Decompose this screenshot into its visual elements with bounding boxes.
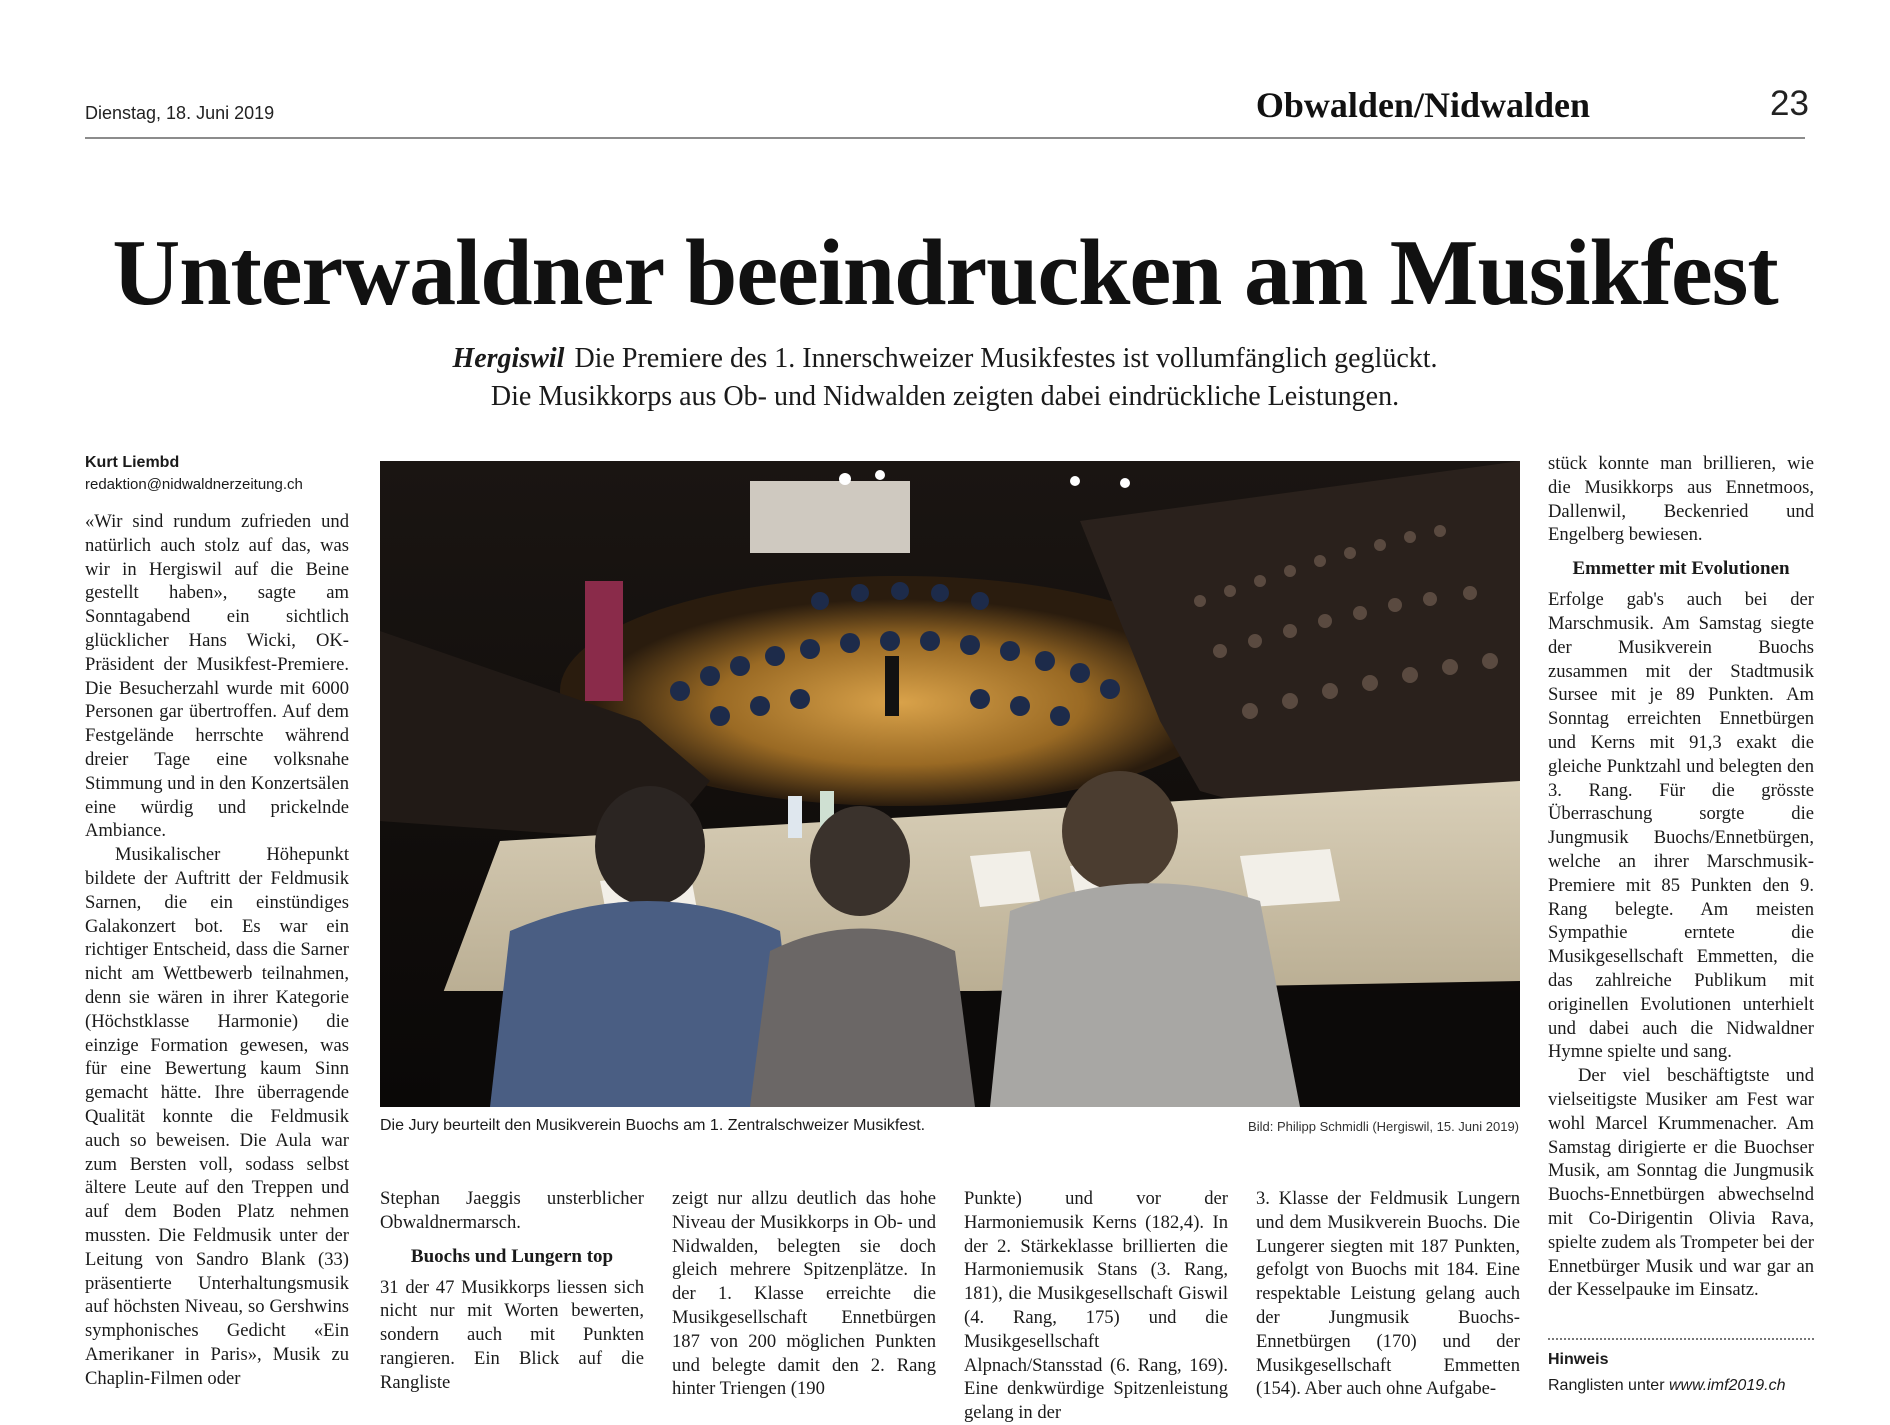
column-5 (1256, 1187, 1520, 1401)
column-1 (85, 452, 349, 1390)
projection-screen (750, 481, 910, 553)
hint-text (1548, 1377, 1785, 1395)
paragraph: Erfolge gab's auch bei der Marschmusik. Am Samstag siegte der Musikverein Buochs zusammen mit der Stadtmusik Sursee mit je 89 Punkten. Am Sonntag erreichten Ennetbürgen und Kerns mit 91,3 exakt die gleiche Punktzahl und belegten den 3. Rang. Für die grösste Überraschung sorgte die Jungmusik Buochs/Ennetbürgen, welche an ihrer Marschmusik-Premiere mit 85 Punkten den 9. Rang belegte. Am meisten Sympathie erntete die Musikgesellschaft Emmetten, die das zahlreiche Publikum mit originellen Evolutionen unterhielt und dabei auch die Nidwaldner Hymne spielte und sang. (1548, 589, 1814, 1063)
paragraph: 3. Klasse der Feldmusik Lungern und dem Musikverein Buochs. Die Lungerer siegten mit 187 Punkten, gefolgt von Buochs mit 184. Eine respektable Leistung gelang auch der Jungmusik Buochs-Ennetbürgen (170) und der Musikgesellschaft Emmetten (154). Aber auch ohne Aufgabe- (1256, 1188, 1520, 1400)
issue-date: Dienstag, 18. Juni 2019 (85, 103, 275, 123)
hint-link[interactable]: www.imf2019.ch (1668, 1377, 1786, 1394)
paragraph: 31 der 47 Musikkorps liessen sich nicht nur mit Worten bewerten, sondern auch mit Punkten rangieren. Ein Blick auf die Rangliste (380, 1276, 644, 1393)
paragraph: zeigt nur allzu deutlich das hohe Niveau der Musikkorps in Ob- und Nidwalden, belegten sie doch gleich mehrere Spitzenplätze. In der 1. Klasse erreichte die Musikgesellschaft Ennetbürgen 187 von 200 möglichen Punkten und belegte damit den 2. Rang hinter Triengen (190 (672, 1188, 936, 1400)
page-number: 23 (1770, 84, 1809, 123)
hint-divider (1548, 1338, 1814, 1340)
author-email: redaktion@nidwaldnerzeitung.ch (85, 476, 303, 493)
jury-stage-image (380, 461, 1520, 1107)
subheading: Emmetter mit Evolutionen (1572, 558, 1790, 580)
paragraph: Punkte) und vor der Harmoniemusik Kerns (182,4). In der 2. Stärkeklasse brillierten die Harmoniemusik Stans (3. Rang, 181), die Musikgesellschaft Giswil (4. Rang, 175) und die Musikgesellschaft Alpnach/Stansstad (6. Rang, 169). Eine denkwürdige Spitzenleistung gelang in der (964, 1188, 1228, 1424)
hint-label: Ranglisten unter (1548, 1377, 1665, 1394)
subheading: Buochs und Lungern top (410, 1245, 614, 1267)
photo-credit: Bild: Philipp Schmidli (Hergiswil, 15. Juni 2019) (1248, 1119, 1519, 1134)
column-3 (672, 1187, 936, 1401)
section-title: Obwalden/Nidwalden (1255, 85, 1590, 125)
paragraph: Musikalischer Höhepunkt bildete der Auftritt der Feldmusik Sarnen, die ein einstündiges Galakonzert bot. Es war ein richtiger Entscheid, dass die Sarner nicht am Wettbewerb teilnahmen, denn sie wären in ihrer Kategorie (Höchstklasse Harmonie) die einzige Formation gewesen, was für eine Bewertung kaum Sinn gemacht hätte. Ihre überragende Qualität konnte die Feldmusik auch so beweisen. Die Aula war zum Bersten voll, sodass selbst ältere Leute auf den Treppen und auf dem Boden Platz nehmen mussten. Die Feldmusik unter der Leitung von Sandro Blank (33) präsentierte Unterhaltungsmusik auf höchsten Niveau, so Gershwins symphonisches Gedicht «Ein Amerikaner in Paris», Musik zu Chaplin-Filmen oder (85, 844, 349, 1389)
article-photo (380, 461, 1520, 1107)
paragraph: Der viel beschäftigtste und vielseitigste Musiker am Fest war wohl Marcel Krummenacher. Am Samstag dirigierte er die Buochser Musik, am Sonntag die Jungmusik Buochs-Ennetbürgen abwechselnd mit Co-Dirigentin Olivia Rava, spielte zudem als Trompeter bei der Ennetbürger Musik und war gar an der Kesselpauke im Einsatz. (1548, 1065, 1814, 1301)
water-bottle (788, 796, 802, 838)
paragraph: «Wir sind rundum zufrieden und natürlich auch stolz auf das, was wir in Hergiswil auf die Beine gestellt haben», sagte am Sonntagabend ein sichtlich glücklicher Hans Wicki, OK-Präsident der Musikfest-Premiere. Die Besucherzahl wurde mit 6000 Personen gar übertroffen. Auf dem Festgelände herrschte während dreier Tage eine volksnahe Stimmung und in den Konzertsälen eine würdig und prickelnde Ambiance. (85, 511, 349, 842)
header-rule (85, 137, 1805, 139)
paragraph: stück konnte man brillieren, wie die Musikkorps aus Ennetmoos, Dallenwil, Beckenried und Engelberg bewiesen. (1548, 453, 1814, 546)
column-6 (1548, 452, 1814, 1302)
paragraph: Stephan Jaeggis unsterblicher Obwaldnermarsch. (380, 1188, 644, 1233)
conductor (885, 656, 899, 716)
column-4 (964, 1187, 1228, 1425)
article-headline: Unterwaldner beeindrucken am Musikfest (112, 221, 1778, 325)
lead-line-2: Die Musikkorps aus Ob- und Nidwalden zeigten dabei eindrückliche Leistungen. (490, 381, 1400, 412)
author-name: Kurt Liembd (85, 454, 180, 471)
banner (585, 581, 623, 701)
lead-line-1: Die Premiere des 1. Innerschweizer Musikfestes ist vollumfänglich geglückt. (574, 343, 1438, 374)
lead-place: Hergiswil (452, 343, 565, 374)
hint-title: Hinweis (1548, 1351, 1609, 1368)
column-2 (380, 1187, 644, 1395)
photo-caption: Die Jury beurteilt den Musikverein Buochs am 1. Zentralschweizer Musikfest. (380, 1117, 926, 1134)
article-lead (0, 340, 1890, 416)
